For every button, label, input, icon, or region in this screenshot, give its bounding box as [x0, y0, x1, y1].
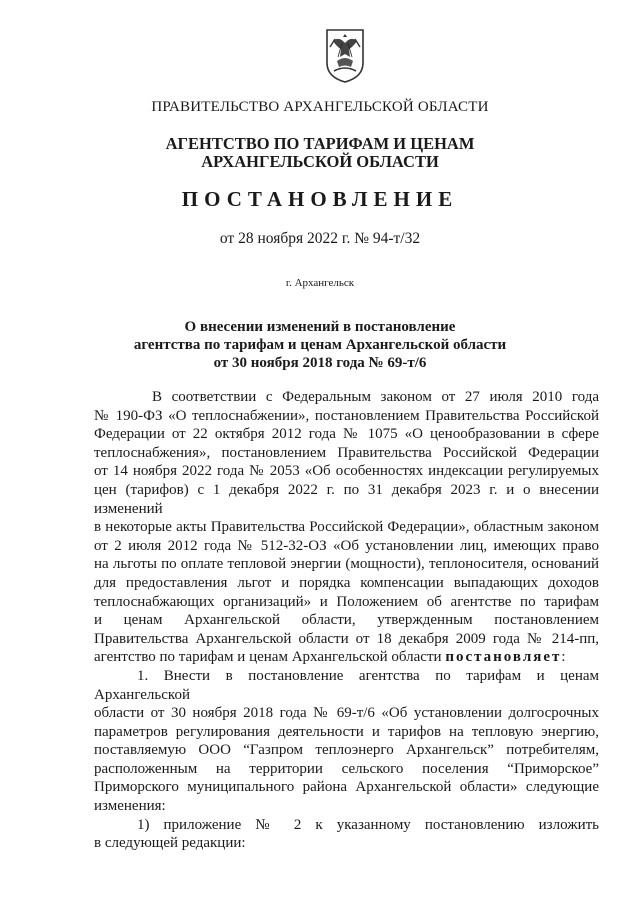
- subject-line-2: агентства по тарифам и ценам Архангельской области: [133, 337, 507, 353]
- body-line: на льготы по оплате тепловой энергии (мощности), теплоносителя, оснований: [94, 556, 599, 573]
- body-line: теплоснабжения», постановлением Правительства Российской Федерации: [94, 444, 599, 461]
- item-line: Приморского муниципального района Архангельской области» следующие: [94, 779, 599, 796]
- subject-line-1: О внесении изменений в постановление: [184, 319, 456, 335]
- government-name: ПРАВИТЕЛЬСТВО АРХАНГЕЛЬСКОЙ ОБЛАСТИ: [151, 99, 489, 115]
- agency-name-line-1: АГЕНТСТВО ПО ТАРИФАМ И ЦЕНАМ: [165, 134, 475, 153]
- document-subject: [0, 318, 640, 372]
- body-line: от 2 июля 2012 года № 512-32-ОЗ «Об установлении лиц, имеющих право: [94, 537, 599, 554]
- agency-name-line-2: АРХАНГЕЛЬСКОЙ ОБЛАСТИ: [201, 152, 439, 171]
- body-line: в некоторые акты Правительства Российской Федерации», областным законом: [94, 519, 599, 536]
- document-date-number: от 28 ноября 2022 г. № 94-т/32: [219, 230, 421, 247]
- body-line: № 190-ФЗ «О теплоснабжении», постановлением Правительства Российской: [94, 407, 599, 424]
- body-line: В соответствии с Федеральным законом от 27 июля 2010 года: [152, 389, 599, 405]
- body-line: Правительства Архангельской области от 18 декабря 2009 года № 214-пп,: [94, 630, 599, 647]
- body-line: цен (тарифов) с 1 декабря 2022 г. по 31 декабря 2023 г. и о внесении изменений: [94, 481, 599, 517]
- item-line: 1. Внести в постановление агентства по тарифам и ценам Архангельской: [94, 667, 599, 703]
- item-line: поставляемую ООО “Газпром теплоэнерго Архангельск” потребителям,: [94, 742, 599, 759]
- document-body: [94, 388, 599, 853]
- body-line: для предоставления льгот и порядка компенсации выпадающих доходов: [94, 574, 599, 591]
- subject-line-3: от 30 ноября 2018 года № 69-т/6: [213, 355, 427, 371]
- document-city: г. Архангельск: [285, 277, 355, 289]
- arkhangelsk-coat-of-arms-icon: [323, 27, 367, 84]
- document-title: ПОСТАНОВЛЕНИЕ: [181, 187, 459, 211]
- body-line: и ценам Архангельской области, утвержденным постановлением: [94, 612, 599, 629]
- subitem-line: в следующей редакции:: [94, 835, 246, 852]
- item-line: изменения:: [94, 798, 166, 815]
- item-line: области от 30 ноября 2018 года № 69-т/6 «Об установлении долгосрочных: [94, 705, 599, 722]
- body-line-decree: [94, 648, 599, 667]
- body-line: Федерации от 22 октября 2012 года № 1075 «О ценообразовании в сфере: [94, 426, 599, 443]
- body-line-text: агентство по тарифам и ценам Архангельской области: [94, 649, 442, 666]
- decree-colon: :: [561, 649, 566, 666]
- body-line: от 14 ноября 2022 года № 2053 «Об особенностях индексации регулируемых: [94, 463, 599, 480]
- item-line: параметров регулирования деятельности и тарифов на тепловую энергию,: [94, 723, 599, 740]
- agency-name: [0, 135, 640, 171]
- item-line: расположенным на территории сельского поселения “Приморское”: [94, 760, 599, 777]
- decree-word: постановляет: [445, 649, 562, 666]
- subitem-line: 1) приложение № 2 к указанному постановлению изложить: [137, 816, 599, 833]
- body-line: теплоснабжающих организаций» и Положением об агентстве по тарифам: [94, 593, 599, 610]
